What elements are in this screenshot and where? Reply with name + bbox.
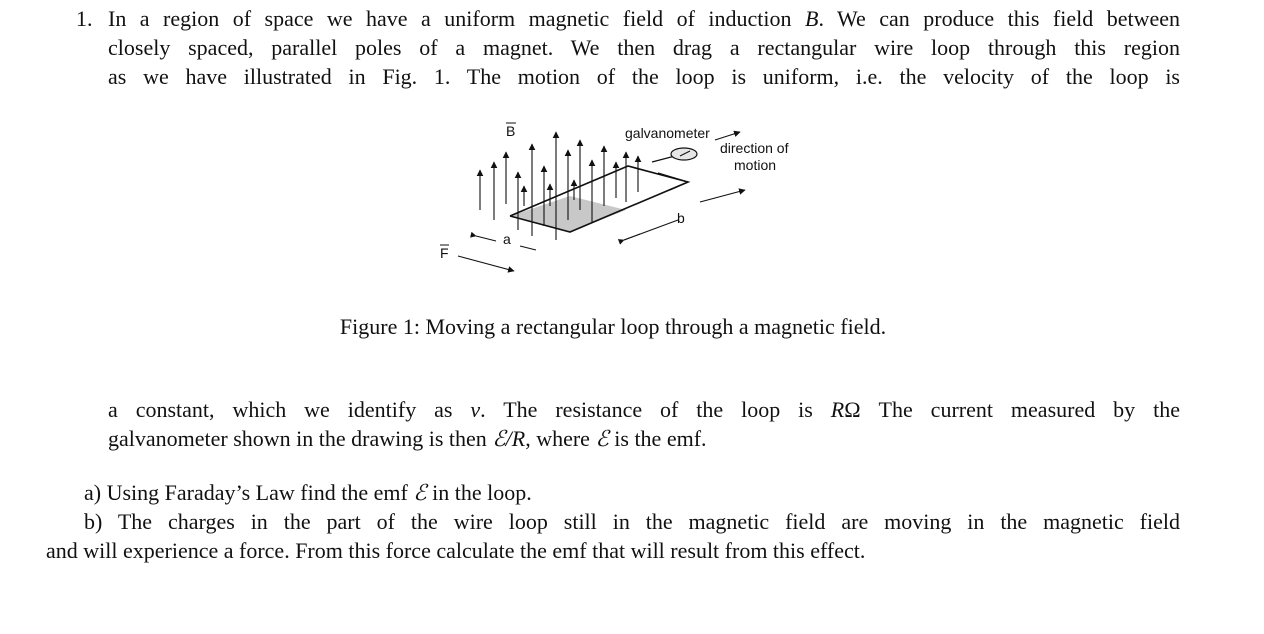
dimension-a xyxy=(476,236,496,241)
question-b xyxy=(46,507,1180,565)
problem-intro xyxy=(108,4,1180,91)
question-b-line-2: and will experience a force. From this force calculate the emf that will result from this effect. xyxy=(46,538,866,563)
continuation-line-2: galvanometer shown in the drawing is then ℰ/R, where ℰ is the emf. xyxy=(108,426,707,451)
label-b: b xyxy=(677,210,685,226)
question-b-line-1: b) The charges in the part of the wire loop still in the magnetic field are moving in the magnetic field xyxy=(84,509,1180,534)
force-arrow xyxy=(458,256,514,271)
label-direction-1: direction of xyxy=(720,140,789,156)
intro-line-1: In a region of space we have a uniform magnetic field of induction B. We can produce this field between xyxy=(108,6,1180,31)
intro-line-3: as we have illustrated in Fig. 1. The motion of the loop is uniform, i.e. the velocity of the loop is xyxy=(108,64,1180,89)
problem-continuation xyxy=(108,395,1180,453)
problem-number: 1. xyxy=(76,6,93,31)
motion-arrow xyxy=(700,190,745,202)
label-F: F xyxy=(440,245,449,261)
continuation-line-1: a constant, which we identify as v. The resistance of the loop is RΩ The current measured by the xyxy=(108,397,1180,422)
label-a: a xyxy=(503,231,511,247)
label-galvanometer: galvanometer xyxy=(625,125,710,141)
loop-figure xyxy=(440,110,840,290)
intro-line-2: closely spaced, parallel poles of a magnet. We then drag a rectangular wire loop through this region xyxy=(108,35,1180,60)
label-direction-2: motion xyxy=(734,157,777,173)
figure-caption: Figure 1: Moving a rectangular loop through a magnetic field. xyxy=(339,314,887,339)
label-B: B xyxy=(506,123,516,139)
question-a: a) Using Faraday’s Law find the emf ℰ in the loop. xyxy=(84,480,532,505)
